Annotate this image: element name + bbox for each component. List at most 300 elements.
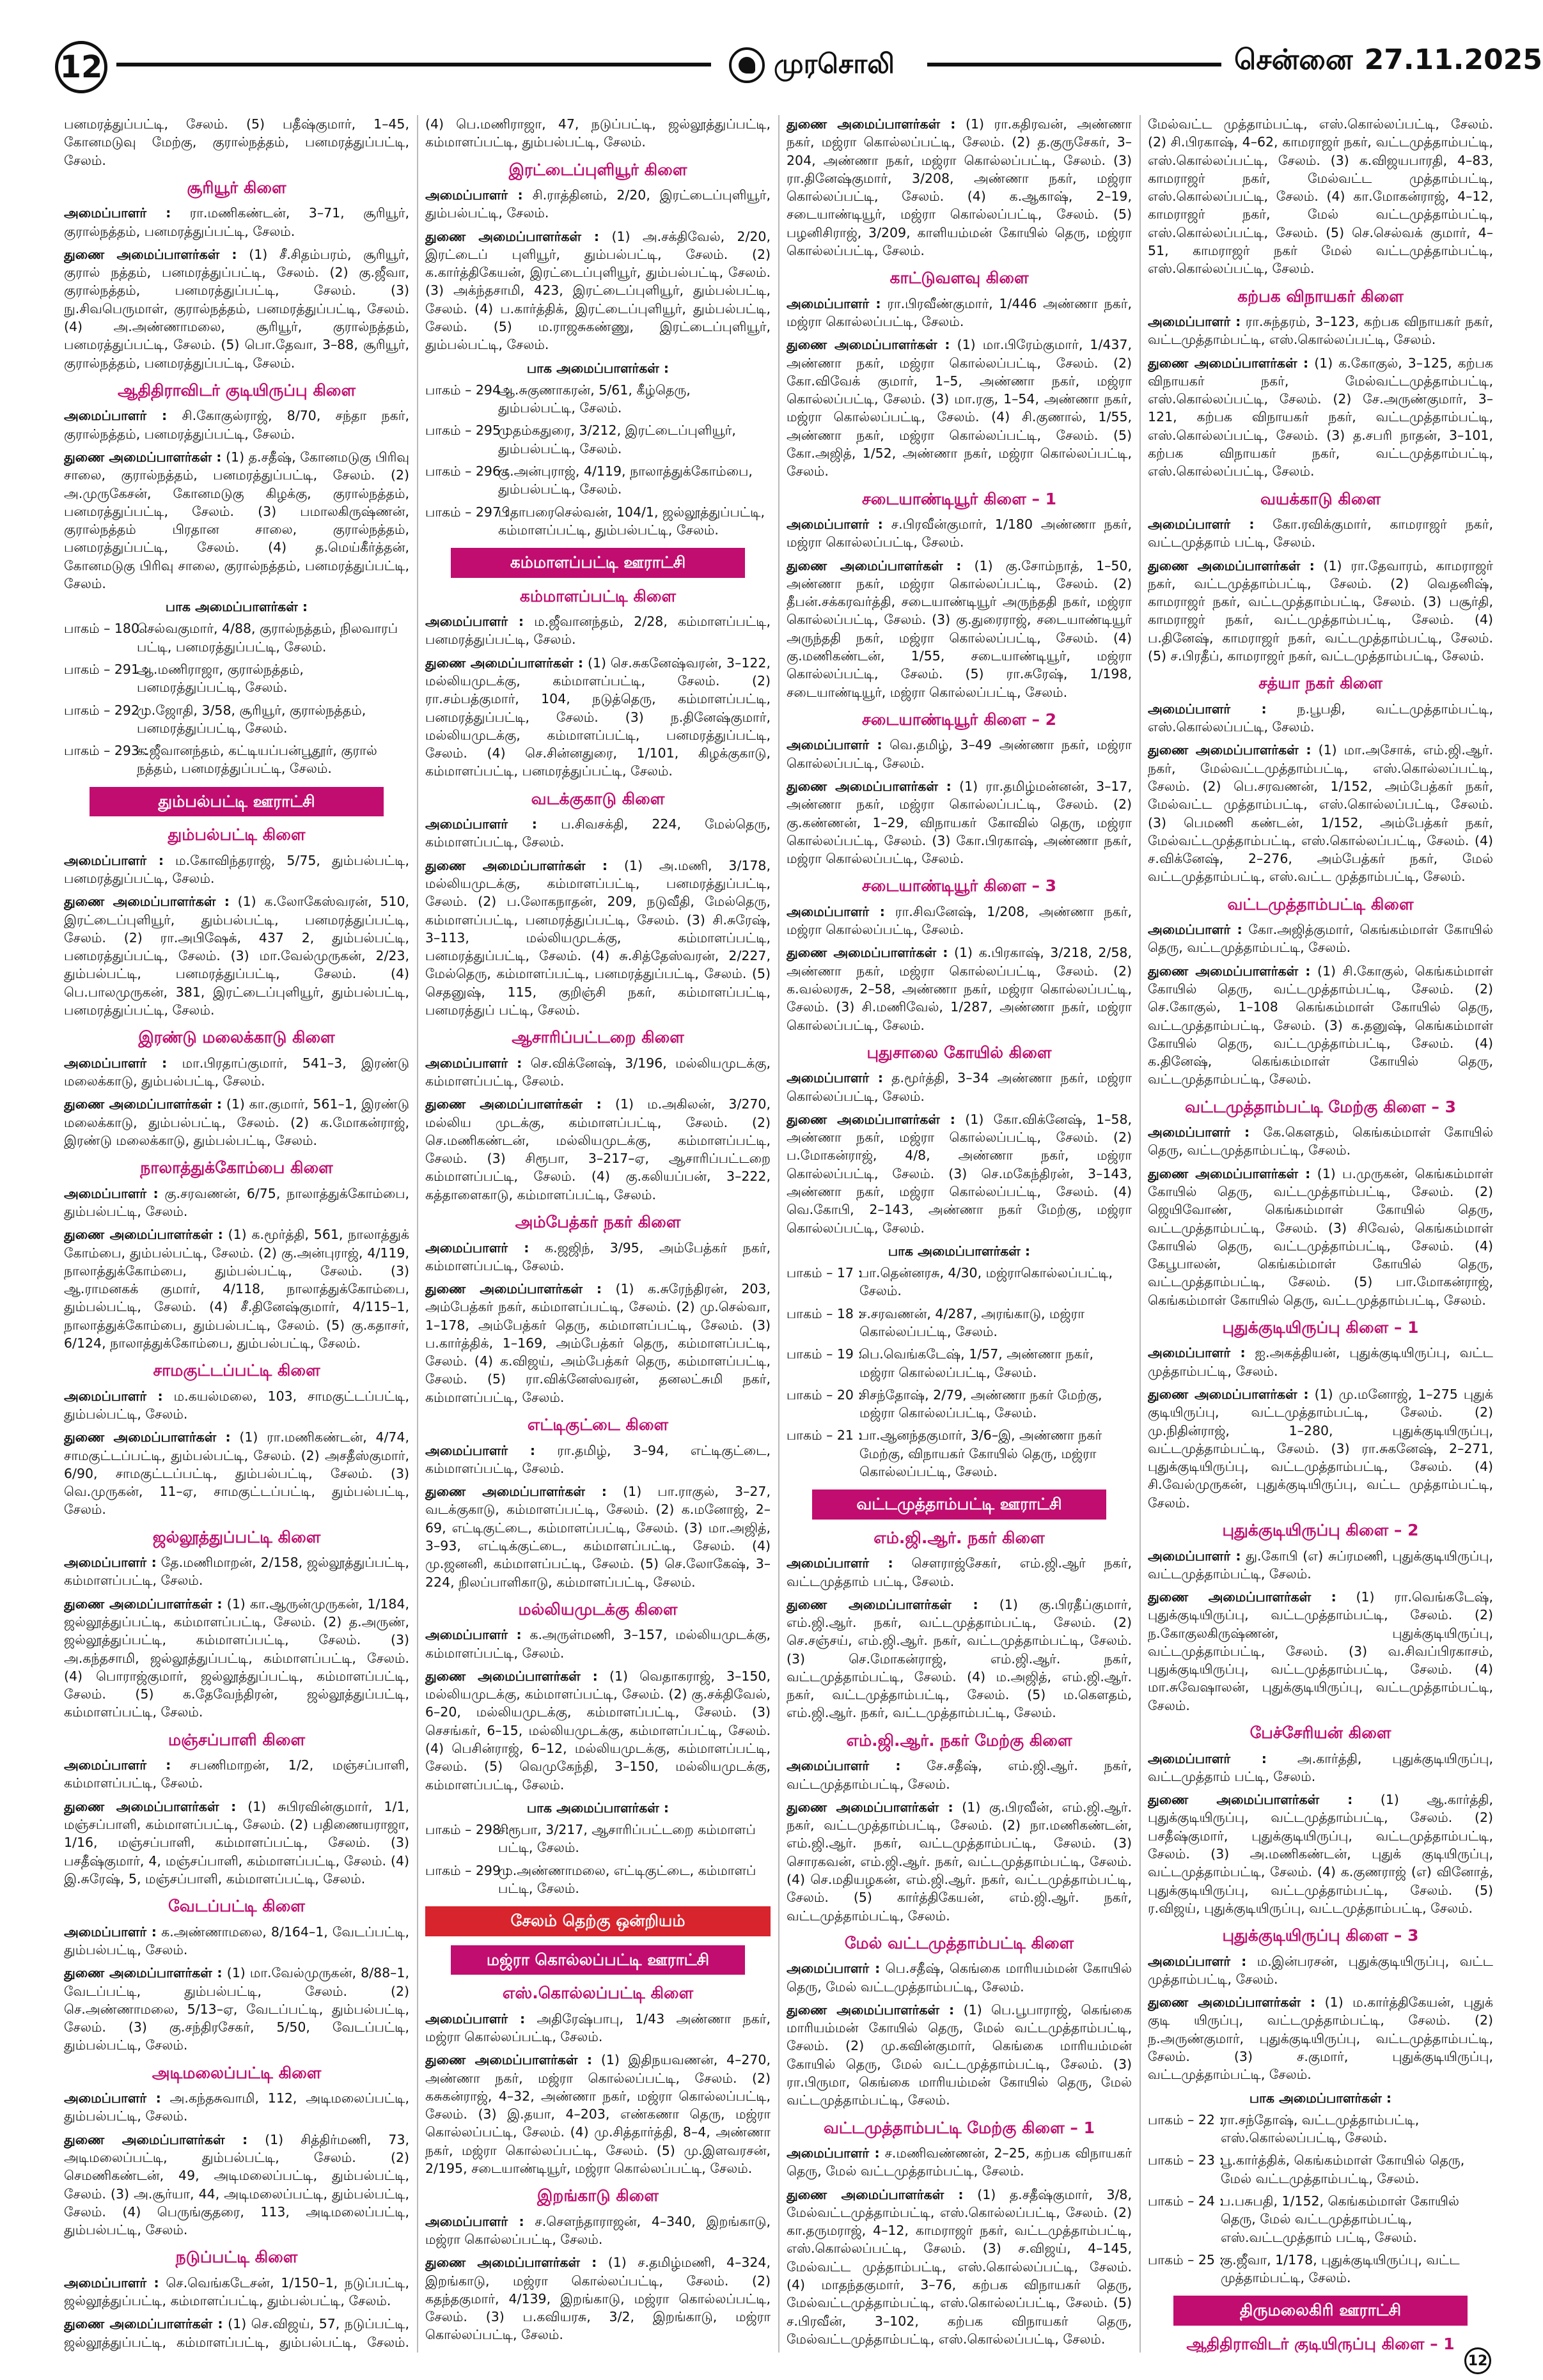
member-text: (1) செ.சுகனேஷ்வரன், 3–122, மல்லியமுடக்கு, கம்மாளப்பட்டி, சேலம். (2) ரா.சம்பத்குமார், 104, நடுத்தெரு, கம்மாளப்பட்டி, பனமரத்துப்பட்டி, சேலம். (3) ந.தினேஷ்குமார், மல்லியமுடக்கு, கம்மாளப்பட்டி, பனமரத்துப்பட்டி, சேலம். (4) செ.சின்னதுரை, 1/101, கிழக்குகாடு, கம்மாளப்பட்டி, பனமரத்துப்பட்டி, சேலம்.	[425, 655, 771, 779]
member-text: (1) செ.விஜய், 57, நடுப்பட்டி, ஜல்லூத்துப்பட்டி, கம்மாளப்பட்டி, தும்பல்பட்டி, சேலம்.	[64, 2316, 409, 2350]
panchayat-banner: கம்மாளப்பட்டி ஊராட்சி	[451, 548, 745, 578]
member-text: கு.சரவணன், 6/75, நாலாத்துக்கோம்பை, தும்பல்பட்டி, சேலம்.	[64, 1185, 409, 1219]
branch-heading: சடையாண்டியூர் கிளை – 2	[861, 710, 1057, 729]
branch-heading: ஜல்லூத்துப்பட்டி கிளை	[152, 1527, 321, 1546]
role-label: அமைப்பாளர் :	[64, 408, 168, 424]
role-label: அமைப்பாளர் :	[64, 1388, 163, 1404]
member-text: கே.கௌதம், கெங்கம்மாள் கோயில் தெரு, வட்டமுத்தாம்பட்டி, சேலம்.	[1148, 1124, 1493, 1158]
member-paragraph	[425, 2253, 771, 2344]
ward-entry	[787, 1426, 1132, 1481]
ward-number: பாகம் – 298 :	[425, 1822, 510, 1838]
role-label: அமைப்பாளர் :	[1148, 701, 1267, 717]
member-paragraph	[64, 1095, 409, 1149]
role-label: அமைப்பாளர் :	[787, 1070, 884, 1086]
role-label: துணை அமைப்பாளர்கள் :	[425, 1484, 607, 1500]
member-text: (1) கா.குமார், 561–1, இரண்டு மலைக்காடு, தும்பல்பட்டி, சேலம். (2) க.மோகன்ராஜ், இரண்டு மலைக்காடு, தும்பல்பட்டி, சேலம்.	[64, 1096, 409, 1148]
role-label: துணை அமைப்பாளர்கள் :	[787, 116, 956, 132]
member-text: (1) சுபிரவின்குமார், 1/1, மஞ்சப்பாளி, கம்மாளப்பட்டி, சேலம். (2) பதிணையராஜா, 1/16, மஞ்சப்பாளி, கம்மாளப்பட்டி, சேலம். (3) பசதீஷ்குமார், 4, மஞ்சப்பாளி, கம்மாளப்பட்டி, சேலம். (4) இ.சுரேஷ், 5, மஞ்சப்பாளி, கம்மாளப்பட்டி, சேலம்.	[64, 1798, 409, 1886]
masthead	[38, 37, 1542, 95]
role-label: அமைப்பாளர் :	[1148, 314, 1241, 330]
role-label: துணை அமைப்பாளர்கள் :	[787, 1596, 978, 1612]
role-label: துணை அமைப்பாளர்கள் :	[64, 246, 237, 262]
panchayat-banner: திருமலைகிரி ஊராட்சி	[1173, 2296, 1468, 2326]
branch-heading: வயக்காடு கிளை	[1260, 489, 1381, 508]
member-text: (1) கோ.விக்னேஷ், 1–58, அண்ணா நகர், மஜ்ரா கொல்லப்பட்டி, சேலம். (2) ப.மோகன்ராஜ், 4/8, அண்ணா நகர், மஜ்ரா கொல்லப்பட்டி, சேலம். (3) செ.மகேந்திரன், 3–143, அண்ணா நகர், மஜ்ரா கொல்லப்பட்டி, சேலம். (4) வெ.கோபி, 2–143, அண்ணா நகர் மேற்கு, மஜ்ரா கொல்லப்பட்டி, சேலம்.	[787, 1111, 1132, 1236]
ward-number: பாகம் – 17 :	[787, 1265, 863, 1281]
role-label: துணை அமைப்பாளர்கள் :	[64, 2316, 223, 2332]
branch-heading: புதுக்குடியிருப்பு கிளை – 3	[1222, 1926, 1419, 1945]
member-text: கோ.அஜித்குமார், கெங்கம்மாள் கோயில் தெரு, வட்டமுத்தாம்பட்டி, சேலம்.	[1148, 922, 1493, 956]
branch-heading: எம்.ஜி.ஆர். நகர் கிளை	[873, 1528, 1045, 1547]
role-label: துணை அமைப்பாளர்கள் :	[64, 1798, 237, 1814]
ward-member: கு.அன்புராஜ், 4/119, நாலாத்துக்கோம்பை, தும்பல்பட்டி, சேலம்.	[498, 463, 753, 497]
member-paragraph	[425, 2213, 771, 2249]
ward-entry	[1148, 2251, 1493, 2287]
ward-number: பாகம் – 296 :	[425, 463, 510, 479]
member-paragraph	[787, 1959, 1132, 1996]
member-paragraph	[64, 1387, 409, 1424]
member-paragraph	[787, 777, 1132, 867]
role-label: துணை அமைப்பாளர்கள் :	[1148, 355, 1309, 371]
branch-heading: சூரியூர் கிளை	[187, 178, 286, 197]
branch-heading	[425, 2352, 771, 2353]
member-paragraph	[1148, 1123, 1493, 1160]
ward-entry	[425, 462, 771, 499]
member-paragraph	[787, 2001, 1132, 2110]
member-text: ம.கயல்மலை, 103, சாமகுட்டப்பட்டி, தும்பல்பட்டி, சேலம்.	[64, 1388, 409, 1422]
ward-number: பாகம் – 297 :	[425, 504, 510, 520]
ward-member: பெ.வெங்கடேஷ், 1/57, அண்ணா நகர், மஜ்ரா கொல்லப்பட்டி, சேலம்.	[859, 1346, 1093, 1380]
role-label: அமைப்பாளர் :	[1148, 1124, 1250, 1140]
branch-heading: ஆசாரிப்பட்டறை கிளை	[512, 1028, 684, 1047]
role-label: அமைப்பாளர் :	[1148, 1750, 1267, 1766]
branch-heading: கற்பக விநாயகர் கிளை	[1237, 286, 1404, 306]
member-text: (1) இதிநயவணன், 4–270, அண்ணா நகர், மஜ்ரா கொல்லப்பட்டி, சேலம். (2) கசுகன்ராஜ், 4–32, அண்ணா நகர், மஜ்ரா கொல்லப்பட்டி, சேலம். (3) இ.தயா, 4–203, எண்கணா தெரு, மஜ்ரா கொல்லப்பட்டி, சேலம். (4) மு.சித்தார்த்தி, 8–4, அண்ணா நகர், மஜ்ரா கொல்லப்பட்டி, சேலம். (5) மு.இளவரசன், 2/195, சடையாண்டியூர், மஜ்ரா கொல்லப்பட்டி, சேலம்.	[425, 2052, 771, 2176]
ward-entry	[64, 701, 409, 738]
member-paragraph	[787, 2144, 1132, 2181]
role-label: துணை அமைப்பாளர்கள் :	[64, 449, 222, 465]
member-text: க.அண்ணாமலை, 8/164–1, வேடப்பட்டி, தும்பல்பட்டி, சேலம்.	[64, 1924, 409, 1957]
ward-entry	[425, 381, 771, 417]
ward-entry	[787, 1264, 1132, 1300]
member-paragraph	[425, 654, 771, 781]
role-label: அமைப்பாளர் :	[64, 1055, 168, 1071]
newspaper-emblem-icon	[729, 47, 765, 83]
role-label: துணை அமைப்பாளர்கள் :	[425, 2255, 597, 2271]
panchayat-banner: வட்டமுத்தாம்பட்டி ஊராட்சி	[812, 1489, 1106, 1520]
role-label: துணை அமைப்பாளர்கள் :	[64, 894, 230, 910]
branch-heading: அடிமலைப்பட்டி கிளை	[152, 2063, 322, 2082]
member-paragraph	[1148, 1952, 1493, 1989]
member-text: ஐ.அகத்தியன், புதுக்குடியிருப்பு, வட்ட முத்தாம்பட்டி, சேலம்.	[1148, 1345, 1493, 1379]
member-paragraph	[787, 1596, 1132, 1722]
member-text: (1) ஆ.கார்த்தி, புதுக்குடியிருப்பு, வட்டமுத்தாம்பட்டி, சேலம். (2) பசதீஷ்குமார், புதுக்குடியிருப்பு, வட்டமுத்தாம்பட்டி, சேலம். (3) அ.மணிகண்டன், புதுக் குடியிருப்பு, வட்டமுத்தாம்பட்டி, சேலம். (4) க.குணராஜ் (எ) வினோத், புதுக்குடியிருப்பு, வட்டமுத்தாம்பட்டி, சேலம். (5) ர.விஜய், புதுக்குடியிருப்பு, வட்டமுத்தாம்பட்டி, சேலம்.	[1148, 1792, 1493, 1916]
member-text: (1) க.சுரேந்திரன், 203, அம்பேத்கர் நகர், கம்மாளப்பட்டி, சேலம். (2) மு.செல்வா, 1–178, அம்பேத்கர் தெரு, கம்மாளப்பட்டி, சேலம். (3) ப.கார்த்திக், 1–169, அம்பேத்கர் தெரு, கம்மாளப்பட்டி, சேலம். (4) க.விஜய், அம்பேத்கர் தெரு, கம்மாளப்பட்டி, சேலம். (5) ரா.விக்னேஸ்வரன், தனலட்சுமி நகர், கம்மாளப்பட்டி, சேலம்.	[425, 1281, 771, 1405]
branch-heading: நாலாத்துக்கோம்பை கிளை	[140, 1158, 333, 1178]
member-text: (1) மா.அசோக், எம்.ஜி.ஆர். நகர், மேல்வட்டமுத்தாம்பட்டி, எஸ்.கொல்லப்பட்டி, சேலம். (2) பெ.சரவணன், 1/152, அம்பேத்கர் நகர், மேல்வட்ட முத்தாம்பட்டி, எஸ்.கொல்லப்பட்டி, சேலம். (3) பெமணி கண்டன், 1/152, அம்பேத்கர் நகர், மேல்வட்டமுத்தாம்பட்டி, எஸ்.கொல்லப்பட்டி, சேலம். (4) ச.விக்னேஷ், 2–276, அம்பேத்கர் நகர், மேல் வட்டமுத்தாம்பட்டி, எஸ்.வட்ட முத்தாம்பட்டி, சேலம்.	[1148, 742, 1493, 885]
member-paragraph	[1148, 741, 1493, 885]
ward-number: பாகம் – 22 :	[1148, 2112, 1224, 2127]
role-label: துணை அமைப்பாளர்கள் :	[64, 1429, 231, 1445]
member-paragraph	[64, 1595, 409, 1722]
ward-number: பாகம் – 19 :	[787, 1346, 863, 1362]
member-paragraph	[787, 336, 1132, 480]
role-label: துணை அமைப்பாளர்கள் :	[425, 228, 600, 244]
role-label: துணை அமைப்பாளர்கள் :	[787, 1111, 955, 1127]
member-paragraph	[64, 1798, 409, 1888]
role-label: துணை அமைப்பாளர்கள் :	[425, 1096, 602, 1112]
role-label: அமைப்பாளர் :	[425, 1442, 536, 1458]
member-paragraph	[787, 1110, 1132, 1237]
role-label: துணை அமைப்பாளர்கள் :	[787, 337, 950, 353]
member-text: ம.ஜீவானந்தம், 2/28, கம்மாளப்பட்டி, பனமரத்துப்பட்டி, சேலம்.	[425, 614, 771, 648]
member-text: (1) சீ.சிதம்பரம், சூரியூர், குரால் நத்தம், பனமரத்துப்பட்டி, சேலம். (2) கு.ஜீவா, குரால்நத்தம், பனமரத்துப்பட்டி, சேலம். (3) நு.சிவபெருமாள், குரால்நத்தம், பனமரத்துப்பட்டி, சேலம். (4) அ.அண்ணாமலை, சூரியூர், குரால்நத்தம், பனமரத்துப்பட்டி, சேலம். (5) பொ.தேவா, 3–88, சூரியூர், குரால்நத்தம், பனமரத்துப்பட்டி, சேலம்.	[64, 246, 409, 371]
branch-heading: மஞ்சப்பாளி கிளை	[168, 1730, 306, 1749]
role-label: துணை அமைப்பாளர்கள் :	[787, 557, 962, 573]
role-label: அமைப்பாளர் :	[64, 852, 164, 868]
ward-member: ஆ.சுகுணாகரன், 5/61, கீழ்தெரு, தும்பல்பட்டி, சேலம்.	[498, 382, 691, 416]
member-text: வெ.தமிழ், 3–49 அண்ணா நகர், மஜ்ரா கொல்லப்பட்டி, சேலம்.	[787, 737, 1132, 771]
ward-number: பாகம் – 21 :	[787, 1427, 863, 1443]
member-paragraph	[1148, 1385, 1493, 1512]
role-label: துணை அமைப்பாளர்கள் :	[64, 1596, 223, 1612]
ward-number: பாகம் – 291 :	[64, 662, 148, 678]
member-paragraph	[64, 2131, 409, 2239]
member-paragraph	[425, 1239, 771, 1275]
ward-number: பாகம் – 25 :	[1148, 2252, 1224, 2267]
role-label: அமைப்பாளர் :	[425, 1627, 522, 1643]
column-divider	[778, 115, 779, 2353]
ward-member: ப.பசுபதி, 1/152, கெங்கம்மாள் கோயில் தெரு, மேல் வட்டமுத்தாம்பட்டி, எஸ்.வட்டமுத்தாம் பட்டி, சேலம்.	[1221, 2193, 1459, 2245]
section-subheading: பாக அமைப்பாளர்கள் :	[1249, 2090, 1392, 2106]
branch-heading: தும்பல்பட்டி கிளை	[168, 825, 306, 844]
member-paragraph	[64, 2315, 409, 2353]
role-label: துணை அமைப்பாளர்கள் :	[787, 1799, 953, 1815]
member-text: ரா.தமிழ், 3–94, எட்டிகுட்டை, கம்மாளப்பட்டி, சேலம்.	[425, 1442, 771, 1476]
member-paragraph	[787, 1757, 1132, 1793]
role-label: துணை அமைப்பாளர்கள் :	[425, 2052, 593, 2068]
member-text: ம.கோவிந்தராஜ், 5/75, தும்பல்பட்டி, பனமரத்துப்பட்டி, சேலம்.	[64, 852, 409, 886]
role-label: துணை அமைப்பாளர்கள் :	[1148, 1995, 1316, 2011]
branch-heading: கம்மாளப்பட்டி கிளை	[519, 586, 677, 605]
role-label: துணை அமைப்பாளர்கள் :	[787, 2002, 955, 2018]
member-paragraph	[1148, 515, 1493, 552]
ward-entry	[425, 1862, 771, 1898]
column-3	[787, 115, 1132, 2353]
role-label: அமைப்பாளர் :	[787, 295, 881, 311]
member-text: (1) சி.கோகுல், கெங்கம்மாள் கோயில் தெரு, வட்டமுத்தாம்பட்டி, சேலம். (2) செ.கோகுல், 1–108 கெங்கம்மாள் கோயில் தெரு, வட்டமுத்தாம்பட்டி, சேலம். (3) க.தனுஷ், கெங்கம்மாள் கோயில் தெரு, வட்டமுத்தாம்பட்டி, சேலம். (4) க.தினேஷ், கெங்கம்மாள் கோயில் தெரு, வட்டமுத்தாம்பட்டி, சேலம்.	[1148, 963, 1493, 1087]
member-paragraph	[425, 2010, 771, 2046]
role-label: அமைப்பாளர் :	[787, 2145, 880, 2161]
role-label: அமைப்பாளர் :	[64, 1185, 159, 1201]
role-label: துணை அமைப்பாளர்கள் :	[1148, 1165, 1311, 1181]
branch-heading: எஸ்.கொல்லப்பட்டி கிளை	[502, 1984, 694, 2003]
branch-heading: நடுப்பட்டி கிளை	[175, 2248, 298, 2267]
role-label: துணை அமைப்பாளர்கள் :	[1148, 1792, 1353, 1808]
role-label: அமைப்பாளர் :	[787, 517, 883, 533]
member-text: ச.சௌந்தாராஜன், 4–340, இறங்காடு, மஜ்ரா கொல்லப்பட்டி, சேலம்.	[425, 2213, 771, 2248]
ward-number: பாகம் – 295 :	[425, 423, 510, 439]
member-text: (1) பெ.பூபாராஜ், கெங்கை மாரியம்மன் கோயில் தெரு, மேல் வட்டமுத்தாம்பட்டி, சேலம். (2) மு.கவின்குமார், கெங்கை மாரியம்மன் கோயில் தெரு, மேல் வட்டமுத்தாம்பட்டி, சேலம். (3) ரா.பிருமா, கெங்கை மாரியம்மன் கோயில் தெரு, மேல் வட்டமுத்தாம்பட்டி, சேலம்.	[787, 2002, 1132, 2108]
branch-heading: வட்டமுத்தாம்பட்டி மேற்கு கிளை – 3	[1185, 1097, 1456, 1116]
role-label: அமைப்பாளர் :	[64, 2090, 161, 2106]
member-text: மா.பிரதாப்குமார், 541–3, இரண்டு மலைக்காடு, தும்பல்பட்டி, சேலம்.	[64, 1055, 409, 1089]
ward-entry	[1148, 2192, 1493, 2246]
role-label: அமைப்பாளர் :	[1148, 922, 1242, 938]
branch-heading: எம்.ஜி.ஆர். நகர் மேற்கு கிளை	[846, 1731, 1072, 1750]
branch-heading: சாமகுட்டப்பட்டி கிளை	[153, 1361, 320, 1380]
role-label: அமைப்பாளர் :	[787, 1555, 893, 1571]
ward-entry	[425, 503, 771, 540]
ward-member: செல்வகுமார், 4/88, குரால்நத்தம், நிலவாரப் பட்டி, பனமரத்துப்பட்டி, சேலம்.	[137, 621, 398, 655]
member-paragraph	[425, 1280, 771, 1406]
ward-number: பாகம் – 20 :	[787, 1387, 863, 1403]
branch-heading: இறங்காடு கிளை	[537, 2186, 659, 2205]
member-paragraph	[425, 1667, 771, 1794]
panchayat-banner: மஜ்ரா கொல்லப்பட்டி ஊராட்சி	[451, 1945, 745, 1975]
member-paragraph	[1148, 313, 1493, 349]
member-text: கோ.ரவிக்குமார், காமராஜர் நகர், வட்டமுத்தாம் பட்டி, சேலம்.	[1148, 517, 1493, 550]
member-text: (1) பா.ராகுல், 3–27, வடக்குகாடு, கம்மாளப்பட்டி, சேலம். (2) க.மனோஜ், 2–69, எட்டிகுட்டை, கம்மாளப்பட்டி, சேலம். (3) மா.அஜித், 3–93, எட்டிக்குட்டை, கம்மாளப்பட்டி, சேலம். (4) மு.ஜனனி, கம்மாளப்பட்டி, சேலம். (5) செ.லோகேஷ், 3–224, நிலப்பாளிகாடு, கம்மாளப்பட்டி, சேலம்.	[425, 1484, 771, 1590]
member-paragraph	[425, 2051, 771, 2177]
role-label: துணை அமைப்பாளர்கள் :	[787, 945, 948, 961]
role-label: துணை அமைப்பாளர்கள் :	[425, 1281, 602, 1297]
branch-heading: காட்டுவளவு கிளை	[889, 268, 1029, 288]
ward-number: பாகம் – 292 :	[64, 702, 148, 718]
member-text: (1) ம.அகிலன், 3/270, மல்லிய முடக்கு, கம்மாளப்பட்டி, சேலம். (2) செ.மணிகண்டன், மல்லியமுடக்கு, கம்மாளப்பட்டி, சேலம். (3) சிரூபா, 3–217–ஏ, ஆசாரிப்பட்டறை கம்மாளப்பட்டி, சேலம். (4) கு.கலியப்பன், 3–222, கத்தாளைகாடு, கம்மாளப்பட்டி, சேலம்.	[425, 1096, 771, 1202]
member-paragraph	[64, 245, 409, 372]
member-text: ச.மணிவண்ணன், 2–25, கற்பக விநாயகர் தெரு, மேல் வட்டமுத்தாம்பட்டி, சேலம்.	[787, 2145, 1132, 2179]
member-text: (1) வெதாகராஜ், 3–150, மல்லியமுடக்கு, கம்மாளப்பட்டி, சேலம். (2) கு.சக்திவேல், 6–20, மல்லியமுடக்கு, கம்மாளப்பட்டி, சேலம். (3) செசங்கர், 6–15, மல்லியமுடக்கு, கம்மாளப்பட்டி, சேலம். (4) பெசின்ராஜ், 6–12, மல்லியமுடக்கு, கம்மாளப்பட்டி, சேலம். (5) வெமுகேந்தி, 3–150, மல்லியமுடக்கு, கம்மாளப்பட்டி, சேலம்.	[425, 1668, 771, 1793]
ward-member: பா.ஆனந்தகுமார், 3/6–இ, அண்ணா நகர் மேற்கு, விநாயகர் கோயில் தெரு, மஜ்ரா கொல்லப்பட்டி, சேலம்.	[859, 1427, 1102, 1479]
newspaper-logo	[729, 45, 895, 86]
branch-heading: மல்லியமுடக்கு கிளை	[518, 1599, 678, 1619]
member-text: சௌராஜ்சேகர், எம்.ஜி.ஆர் நகர், வட்டமுத்தாம் பட்டி, சேலம்.	[787, 1555, 1132, 1589]
member-text: (1) ம.கார்த்திகேயன், புதுக் குடி யிருப்பு, வட்டமுத்தாம்பட்டி, சேலம். (2) ந.அருண்குமார், புதுக்குடியிருப்பு, வட்டமுத்தாம்பட்டி, சேலம். (3) ச.குமார், புதுக்குடியிருப்பு, வட்டமுத்தாம்பட்டி, சேலம்.	[1148, 1995, 1493, 2083]
member-paragraph	[787, 515, 1132, 552]
member-paragraph	[425, 228, 771, 354]
member-text: ரா.சுந்தரம், 3–123, கற்பக விநாயகர் நகர், வட்டமுத்தாம்பட்டி, எஸ்.கொல்லப்பட்டி, சேலம்.	[1148, 314, 1493, 348]
member-paragraph	[425, 1626, 771, 1662]
ward-number: பாகம் – 180 :	[64, 621, 148, 637]
member-paragraph	[787, 115, 1132, 260]
member-text: செ.வெங்கடேசன், 1/150–1, நடுப்பட்டி, ஜல்லூத்துப்பட்டி, கம்மாளப்பட்டி, தும்பல்பட்டி, சேலம்.	[64, 2275, 409, 2309]
member-paragraph	[1148, 962, 1493, 1089]
member-text: சபணிமாறன், 1/2, மஞ்சப்பாளி, கம்மாளப்பட்டி, சேலம்.	[64, 1757, 409, 1791]
member-paragraph	[787, 1798, 1132, 1925]
role-label: அமைப்பாளர் :	[425, 614, 524, 630]
ward-entry	[64, 619, 409, 656]
ward-entry	[1148, 2151, 1493, 2188]
member-paragraph	[787, 944, 1132, 1034]
dateline-city: சென்னை	[1234, 43, 1353, 76]
member-paragraph	[64, 1964, 409, 2054]
role-label: அமைப்பாளர் :	[425, 2011, 526, 2026]
role-label: அமைப்பாளர் :	[787, 737, 882, 753]
role-label: துணை அமைப்பாளர்கள் :	[64, 2131, 248, 2147]
panchayat-banner: தும்பல்பட்டி ஊராட்சி	[90, 787, 384, 817]
member-paragraph	[787, 1069, 1132, 1105]
member-text: ம.இன்பரசன், புதுக்குடியிருப்பு, வட்ட முத்தாம்பட்டி, சேலம்.	[1148, 1953, 1493, 1987]
member-text: அதிரேஷ்பாபு, 1/43 அண்ணா நகர், மஜ்ரா கொல்லப்பட்டி, சேலம்.	[425, 2011, 771, 2044]
column-divider	[1140, 115, 1141, 2353]
column-4	[1148, 115, 1493, 2353]
section-subheading: பாக அமைப்பாளர்கள் :	[165, 599, 308, 615]
member-paragraph	[425, 1442, 771, 1478]
member-text: (1) க.மூர்த்தி, 561, நாலாத்துக் கோம்பை, தும்பல்பட்டி, சேலம். (2) கு.அன்புராஜ், 4/119, நாலாத்துக்கோம்பை, தும்பல்பட்டி, சேலம். (3) ஆ.ராமனகக் குமார், 4/118, நாலாத்துக்கோம்பை, தும்பல்பட்டி, சேலம். (4) சீ.தினேஷ்குமார், 4/115–1, நாலாத்துக்கோம்பை, தும்பல்பட்டி, சேலம். (5) கு.கதாசர், 6/124, நாலாத்துக்கோம்பை, தும்பல்பட்டி, சேலம்.	[64, 1227, 409, 1351]
ward-member: மு.அண்ணாமலை, எட்டிகுட்டை, கம்மாளப் பட்டி, சேலம்.	[498, 1862, 756, 1896]
role-label: துணை அமைப்பாளர்கள் :	[64, 1096, 223, 1112]
role-label: துணை அமைப்பாளர்கள் :	[425, 857, 608, 873]
member-paragraph	[1148, 1165, 1493, 1309]
role-label: அமைப்பாளர் :	[64, 2275, 159, 2291]
footer-page-number: 12	[1464, 2347, 1491, 2374]
role-label: அமைப்பாளர் :	[1148, 1548, 1241, 1564]
role-label: துணை அமைப்பாளர்கள் :	[425, 1668, 598, 1684]
role-label: துணை அமைப்பாளர்கள் :	[1148, 1387, 1309, 1403]
member-text: (1) ப.முருகன், கெங்கம்மாள் கோயில் தெரு, வட்டமுத்தாம்பட்டி, சேலம். (2) ஜெயிவோண், கெங்கம்மாள் கோயில் தெரு, வட்டமுத்தாம்பட்டி, சேலம். (3) சிவேல், கெங்கம்மாள் கோயில் தெரு, வட்டமுத்தாம்பட்டி, சேலம். (4) கேபூபாலன், கெங்கம்மாள் கோயில் தெரு, வட்டமுத்தாம்பட்டி, சேலம். (5) பா.மோகன்ராஜ், கெங்கம்மாள் கோயில் தெரு, வட்டமுத்தாம்பட்டி, சேலம்.	[1148, 1165, 1493, 1308]
member-text: சி.கோகுல்ராஜ், 8/70, சந்தா நகர், குரால்நத்தம், பனமரத்துப்பட்டி, சேலம்.	[64, 408, 409, 442]
member-paragraph	[787, 295, 1132, 331]
member-paragraph	[787, 903, 1132, 939]
ward-entry	[64, 660, 409, 697]
newspaper-name: முரசொலி	[774, 47, 895, 79]
member-paragraph	[425, 1482, 771, 1591]
section-subheading: பாக அமைப்பாளர்கள் :	[526, 360, 670, 376]
ward-member: பிதாபரைசெல்வன், 104/1, ஜல்லூத்துப்பட்டி, கம்மாளப்பட்டி, தும்பல்பட்டி, சேலம்.	[498, 504, 765, 538]
member-paragraph	[787, 736, 1132, 772]
branch-heading: பேச்சேரியன் கிளை	[1249, 1723, 1391, 1743]
member-paragraph	[1148, 1547, 1493, 1583]
ward-entry	[1148, 2111, 1493, 2147]
member-text: (1) மா.வேல்முருகன், 8/88–1, வேடப்பட்டி, தும்பல்பட்டி, சேலம். (2) செ.அண்ணாமலை, 5/13–ஏ, வேடப்பட்டி, தும்பல்பட்டி, சேலம். (3) கு.சந்திரசேகர், 5/50, வேடப்பட்டி, தும்பல்பட்டி, சேலம்.	[64, 1965, 409, 2053]
member-text: (1) கு.பிரதீப்குமார், எம்.ஜி.ஆர். நகர், வட்டமுத்தாம்பட்டி, சேலம். (2) செ.சஞ்சய், எம்.ஜி.ஆர். நகர், வட்டமுத்தாம்பட்டி, சேலம். (3) செ.மோகன்ராஜ், எம்.ஜி.ஆர். நகர், வட்டமுத்தாம்பட்டி, சேலம். (4) ம.அஜித், எம்.ஜி.ஆர். நகர், வட்டமுத்தாம்பட்டி, சேலம். (5) ம.கௌதம், எம்.ஜி.ஆர். நகர், வட்டமுத்தாம்பட்டி, சேலம்.	[787, 1596, 1132, 1721]
branch-heading: அம்பேத்கர் நகர் கிளை	[515, 1213, 681, 1231]
member-text: செ.விக்னேஷ், 3/196, மல்லியமுடக்கு, கம்மாளப்பட்டி, சேலம்.	[425, 1055, 771, 1089]
role-label: அமைப்பாளர் :	[64, 1924, 157, 1940]
ward-number: பாகம் – 293 :	[64, 743, 148, 759]
branch-heading: ஆதிதிராவிடர் குடியிருப்பு கிளை – 1	[1186, 2334, 1455, 2353]
union-banner: சேலம் தெற்கு ஒன்றியம்	[425, 1906, 771, 1936]
ward-entry	[787, 1386, 1132, 1422]
member-paragraph	[64, 2089, 409, 2126]
branch-heading: வேடப்பட்டி கிளை	[168, 1897, 305, 1916]
role-label: துணை அமைப்பாளர்கள் :	[1148, 963, 1311, 979]
ward-member: ஆ.மணிராஜா, குரால்நத்தம், பனமரத்துப்பட்டி, சேலம்.	[137, 662, 304, 696]
role-label: துணை அமைப்பாளர்கள் :	[64, 1965, 223, 1981]
member-text: (4) பெ.மணிராஜா, 47, நடுப்பட்டி, ஜல்லூத்துப்பட்டி, கம்மாளப்பட்டி, தும்பல்பட்டி, சேலம்.	[425, 116, 771, 150]
column-2	[425, 115, 771, 2353]
ward-member: முதம்கதுரை, 3/212, இரட்டைப்புளியூர், தும்பல்பட்டி, சேலம்.	[498, 423, 736, 456]
dateline-date: 27.11.2025	[1364, 43, 1542, 76]
member-paragraph	[425, 857, 771, 1020]
ward-member: மு.ஜோதி, 3/58, சூரியூர், குரால்நத்தம், பனமரத்துப்பட்டி, சேலம்.	[137, 702, 366, 736]
member-text: க.ஜஜிந், 3/95, அம்பேத்கர் நகர், கம்மாளப்பட்டி, சேலம்.	[425, 1240, 771, 1273]
ward-number: பாகம் – 24 :	[1148, 2193, 1224, 2209]
member-paragraph	[1148, 700, 1493, 736]
member-text: மேல்வட்ட முத்தாம்பட்டி, எஸ்.கொல்லப்பட்டி, சேலம். (2) சி.பிரகாஷ், 4–62, காமராஜர் நகர், வட்டமுத்தாம்பட்டி, எஸ்.கொல்லப்பட்டி, சேலம். (3) க.விஜயபாரதி, 4–83, காமராஜர் நகர், மேல்வட்ட முத்தாம்பட்டி, எஸ்.கொல்லப்பட்டி, சேலம். (4) கா.மோகன்ராஜ், 4–12, காமராஜர் நகர், மேல் வட்டமுத்தாம்பட்டி, எஸ்.கொல்லப்பட்டி, சேலம். (5) செ.செல்வக் குமார், 4–51, காமராஜர் நகர் மேல் வட்டமுத்தாம்பட்டி, எஸ்.கொல்லப்பட்டி, சேலம்.	[1148, 116, 1493, 277]
role-label: அமைப்பாளர் :	[64, 205, 171, 221]
member-paragraph	[64, 1756, 409, 1793]
member-paragraph	[425, 186, 771, 222]
member-text: சி.ராத்தினம், 2/20, இரட்டைப்புளியூர், தும்பல்பட்டி, சேலம்.	[425, 187, 771, 221]
column-divider	[417, 115, 418, 2353]
role-label: அமைப்பாளர் :	[787, 1961, 881, 1977]
ward-entry	[64, 742, 409, 778]
member-text: சே.சதீஷ், எம்.ஜி.ஆர். நகர், வட்டமுத்தாம்பட்டி, சேலம்.	[787, 1758, 1132, 1792]
role-label: துணை அமைப்பாளர்கள் :	[1148, 557, 1315, 573]
member-paragraph	[1148, 921, 1493, 957]
role-label: அமைப்பாளர் :	[425, 1240, 529, 1256]
role-label: துணை அமைப்பாளர்கள் :	[787, 778, 952, 794]
ward-entry	[425, 1821, 771, 1857]
role-label: அமைப்பாளர் :	[425, 1055, 522, 1071]
member-paragraph	[425, 612, 771, 649]
member-text: (1) க.கோகுல், 3–125, கற்பக விநாயகர் நகர், மேல்வட்டமுத்தாம்பட்டி, எஸ்.கொல்லப்பட்டி, சேலம். (2) சே.அருண்குமார், 3–121, கற்பக விநாயகர் நகர், வட்டமுத்தாம்பட்டி, எஸ்.கொல்லப்பட்டி, சேலம். (3) த.சபரி நாதன், 3–101, கற்பக விநாயகர் நகர், வட்டமுத்தாம்பட்டி, எஸ்.கொல்லப்பட்டி, சேலம்.	[1148, 355, 1493, 479]
section-subheading: பாக அமைப்பாளர்கள் :	[888, 1243, 1031, 1259]
member-paragraph	[787, 2186, 1132, 2349]
member-text: து.கோபி (எ) சுப்ரமணி, புதுக்குடியிருப்பு, வட்டமுத்தாம்பட்டி, சேலம்.	[1148, 1548, 1493, 1582]
ward-member: ச.சரவணன், 4/287, அரங்காடு, மஜ்ரா கொல்லப்பட்டி, சேலம்.	[859, 1305, 1085, 1339]
member-paragraph	[64, 204, 409, 240]
branch-heading: இரண்டு மலைக்காடு கிளை	[138, 1028, 335, 1047]
section-subheading: பாக அமைப்பாளர்கள் :	[526, 1800, 670, 1816]
member-paragraph	[1148, 557, 1493, 665]
member-paragraph	[1148, 1750, 1493, 1786]
member-paragraph	[787, 557, 1132, 701]
member-text: (1) சித்திர்மணி, 73, அடிமலைப்பட்டி, தும்பல்பட்டி, சேலம். (2) செமணிகண்டன், 49, அடிமலைப்பட்டி, தும்பல்பட்டி, சேலம். (3) அ.சூர்யா, 44, அடிமலைப்பட்டி, தும்பல்பட்டி, சேலம். (4) பெருங்குதரை, 113, அடிமலைப்பட்டி, தும்பல்பட்டி, சேலம்.	[64, 2131, 409, 2238]
member-paragraph	[64, 448, 409, 593]
ward-entry	[425, 421, 771, 458]
branch-heading: வட்டமுத்தாம்பட்டி மேற்கு கிளை – 1	[824, 2118, 1095, 2137]
member-text: ரா.மணிகண்டன், 3–71, சூரியூர், குரால்நத்தம், பனமரத்துப்பட்டி, சேலம்.	[64, 205, 409, 239]
role-label: அமைப்பாளர் :	[1148, 1345, 1246, 1361]
member-paragraph	[64, 1225, 409, 1352]
member-text: (1) கு.பிரவீன், எம்.ஜி.ஆர். நகர், வட்டமுத்தாம்பட்டி, சேலம். (2) நா.மணிகண்டன், எம்.ஜி.ஆர். நகர், வட்டமுத்தாம்பட்டி, சேலம். (3) சொரகவன், எம்.ஜி.ஆர். நகர், வட்டமுத்தாம்பட்டி, சேலம். (4) செ.மதியழகன், எம்.ஜி.ஆர். நகர், வட்டமுத்தாம்பட்டி, சேலம். (5) கார்த்திகேயன், எம்.ஜி.ஆர். நகர், வட்டமுத்தாம்பட்டி, சேலம்.	[787, 1799, 1132, 1924]
member-text: (1) ரா.மணிகண்டன், 4/74, சாமகுட்டப்பட்டி, தும்பல்பட்டி, சேலம். (2) அசதீஸ்குமார், 6/90, சாமகுட்டப்பட்டி, தும்பல்பட்டி, சேலம். (3) வெ.முருகன், 11–ஏ, சாமகுட்டப்பட்டி, தும்பல்பட்டி, சேலம்.	[64, 1429, 409, 1518]
member-text: ரா.சிவனேஷ், 1/208, அண்ணா நகர், மஜ்ரா கொல்லப்பட்டி, சேலம்.	[787, 903, 1132, 938]
member-text: பெ.சதீஷ், கெங்கை மாரியம்மன் கோயில் தெரு, மேல் வட்டமுத்தாம்பட்டி, சேலம்.	[787, 1961, 1132, 1995]
role-label: அமைப்பாளர் :	[64, 1757, 171, 1773]
member-text: (1) ரா.தேவாரம், காமராஜர் நகர், வட்டமுத்தாம்பட்டி, சேலம். (2) வெதனிஷ், காமராஜர் நகர், வட்டமுத்தாம்பட்டி, சேலம். (3) பசூர்தி, காமராஜர் நகர், வட்டமுத்தாம்பட்டி, சேலம். (4) ப.தினேஷ், காமராஜர் நகர், வட்டமுத்தாம்பட்டி, சேலம். (5) ச.பிரதீப், காமராஜர் நகர், வட்டமுத்தாம்பட்டி, சேலம்.	[1148, 557, 1493, 664]
member-text: ந.பூபதி, வட்டமுத்தாம்பட்டி, எஸ்.கொல்லப்பட்டி, சேலம்.	[1148, 701, 1493, 735]
role-label: அமைப்பாளர் :	[425, 816, 537, 832]
member-text: ரா.பிரவீண்குமார், 1/446 அண்ணா நகர், மஜ்ரா கொல்லப்பட்டி, சேலம்.	[787, 295, 1132, 330]
member-paragraph	[64, 1923, 409, 1959]
branch-heading: சடையாண்டியூர் கிளை – 1	[861, 489, 1057, 508]
role-label: துணை அமைப்பாளர்கள் :	[425, 655, 584, 671]
ward-number: பாகம் – 23 :	[1148, 2152, 1224, 2168]
role-label: அமைப்பாளர் :	[425, 187, 523, 203]
member-text: அ.கந்தசுவாமி, 112, அடிமலைப்பட்டி, தும்பல்பட்டி, சேலம்.	[64, 2090, 409, 2124]
member-paragraph	[1148, 1993, 1493, 2083]
member-paragraph	[64, 1553, 409, 1590]
column-1	[64, 115, 409, 2353]
masthead-rule-right	[927, 63, 1221, 66]
member-text: (1) க.பிரகாஷ், 3/218, 2/58, அண்ணா நகர், மஜ்ரா கொல்லப்பட்டி, சேலம். (2) க.வல்லரசு, 2–58, அண்ணா நகர், மஜ்ரா கொல்லப்பட்டி, சேலம். (3) சி.மணிவேல், 1/287, அண்ணா நகர், மஜ்ரா கொல்லப்பட்டி, சேலம்.	[787, 945, 1132, 1033]
member-text: தே.மணிமாறன், 2/158, ஜல்லூத்துப்பட்டி, கம்மாளப்பட்டி, சேலம்.	[64, 1555, 409, 1589]
member-paragraph	[425, 815, 771, 852]
member-text: (1) அ.சக்திவேல், 2/20, இரட்டைப் புளியூர், தும்பல்பட்டி, சேலம். (2) க.கார்த்திகேயன், இரட்டைப்புளியூர், தும்பல்பட்டி, சேலம். (3) அக்ந்தசாமி, 423, இரட்டைப்புளியூர், தும்பல்பட்டி, சேலம். (4) ப.கார்த்திக், இரட்டைப்புளியூர், தும்பல்பட்டி, சேலம். (5) ம.ராஜசுகண்ணு, இரட்டைப்புளியூர், தும்பல்பட்டி, சேலம்.	[425, 228, 771, 353]
ward-number: பாகம் – 294 :	[425, 382, 510, 398]
ward-member: பா.தென்னரசு, 4/30, மஜ்ராகொல்லப்பட்டி, சேலம்.	[859, 1265, 1113, 1299]
role-label: துணை அமைப்பாளர்கள் :	[1148, 742, 1312, 758]
branch-heading: சடையாண்டியூர் கிளை – 3	[861, 876, 1057, 896]
member-paragraph	[1148, 1588, 1493, 1715]
ward-number: பாகம் – 18 :	[787, 1305, 863, 1321]
member-paragraph	[64, 115, 409, 169]
branch-heading: புதுக்குடியிருப்பு கிளை – 2	[1222, 1521, 1419, 1539]
